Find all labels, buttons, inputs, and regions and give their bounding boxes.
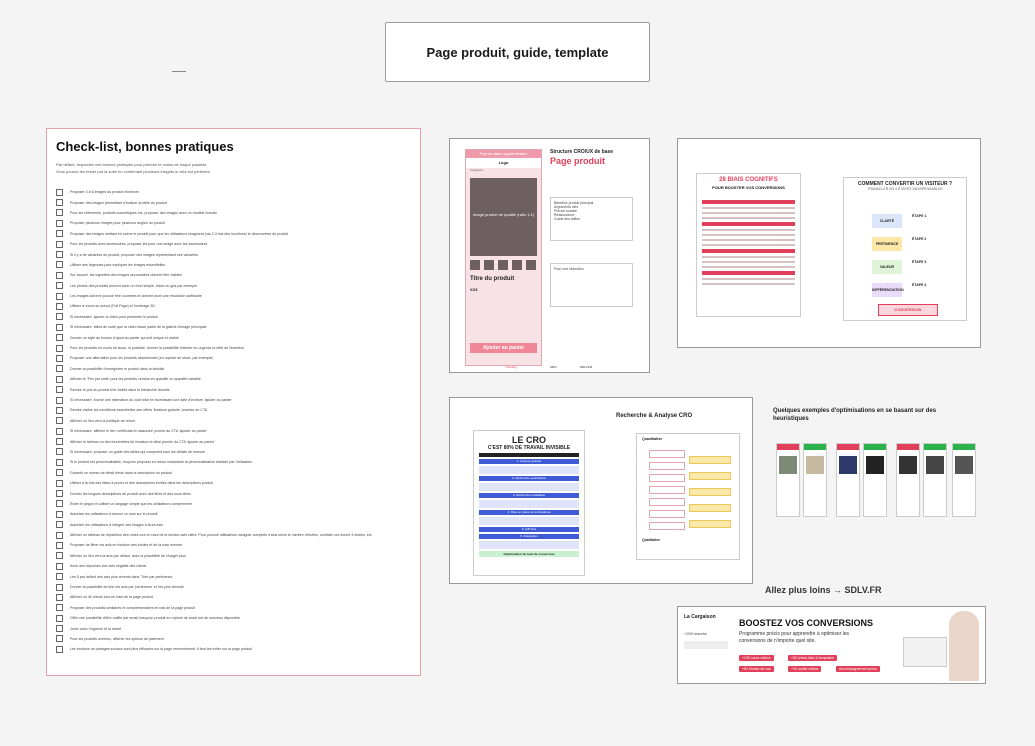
cognitive-bias-card[interactable] [677, 138, 981, 348]
checkbox[interactable] [56, 542, 63, 549]
checklist-item-label: Proposer plusieurs images pour plusieurs angles du produit [70, 221, 165, 226]
checkbox[interactable] [56, 386, 63, 393]
text-line [702, 278, 795, 280]
checklist-item[interactable] [56, 582, 411, 592]
checklist-item[interactable] [56, 520, 411, 530]
examples-screenshots[interactable] [776, 443, 976, 521]
checkbox[interactable] [56, 365, 63, 372]
checklist-item[interactable] [56, 405, 411, 415]
examples-title: Quelques exemples d'optimisations en se basant sur des heuristiques [773, 408, 937, 422]
cro-detail [479, 500, 579, 508]
checkbox[interactable] [56, 428, 63, 435]
checklist-item-label: Si le produit est personnalisable, toujours proposer en retour instantané la personnalisation réalisée par l'utilisateur [70, 460, 253, 465]
checklist-item-label: Jouer avec l'urgence et la rareté [70, 626, 122, 631]
checklist-item-label: Afficher le 'Prix par unité' pour les produits vendus en quantité ou quantité variable [70, 377, 201, 382]
example-tag [924, 444, 946, 450]
text-line [702, 229, 795, 231]
checklist-item[interactable] [56, 571, 411, 581]
checklist-item-label: Afficher un lien vers la politique de retour [70, 418, 136, 423]
biais-title [700, 177, 797, 197]
research-item [649, 498, 685, 506]
checklist-item-label: Proposer des images permettant d'évaluer la taille du produit [70, 200, 167, 205]
bullet: Guide des tailles [554, 217, 580, 221]
checkbox[interactable] [56, 397, 63, 404]
biais-title-line2: POUR BOOSTER VOS CONVERSIONS [712, 185, 785, 190]
text-line [702, 244, 795, 246]
promo-pill: +30 check-lists & templates [788, 655, 837, 661]
checklist-item[interactable] [56, 239, 411, 249]
text-line [702, 217, 795, 219]
example-tag [897, 444, 919, 450]
checklist-item-label: Proposer des produits similaires et complémentaires en bas de la page produit [70, 605, 196, 610]
example-image [866, 456, 884, 474]
checklist-item-label: Pour les vêtements, produits cosmétiques etc, proposer des images avec un modèle humain [70, 210, 218, 215]
conversion-badge: CONVERSION [878, 304, 938, 316]
checklist-item[interactable] [56, 353, 411, 363]
checklist-item[interactable] [56, 395, 411, 405]
checklist-item-label: Les 5 par défaut des avis plus récents dans 'Trier par pertinence' [70, 574, 173, 579]
checklist-item[interactable] [56, 499, 411, 509]
text-line [702, 256, 795, 258]
cro-phase: 6. Intégration [479, 534, 579, 539]
checklist-item[interactable] [56, 623, 411, 633]
cro-phase: 4. Mise en place de la Roadmap [479, 510, 579, 515]
text-line [702, 261, 795, 263]
text-line [702, 239, 795, 241]
thumbnail [526, 260, 536, 270]
checklist-item-label: Afficher le tableau ou des fourchettes de livraison et délai proche du CTA 'ajouter au panier' [70, 439, 216, 444]
cro-black-bar [479, 453, 579, 457]
cro-phase: 3. Recherche qualitative [479, 493, 579, 498]
checklist-item-label: Proposer des images mettant en scène le produit pour que les utilisateurs imaginent (via 2-3 fois des fonctions) le découvertes du produit [70, 231, 289, 236]
example-screenshot [803, 443, 827, 517]
checklist-item-label: Proposer 4 à 6 images du produit minimum [70, 190, 139, 195]
cro-card[interactable] [449, 397, 753, 584]
promo-pill: Accompagnement perso [836, 666, 880, 672]
footer-right: SDLV.FR [580, 365, 593, 369]
research-output [689, 488, 731, 496]
cro-phase: 5. A/B Test [479, 527, 579, 532]
checklist-item[interactable] [56, 561, 411, 571]
checklist-item[interactable] [56, 540, 411, 550]
checklist-item[interactable] [56, 603, 411, 613]
checkbox[interactable] [56, 459, 63, 466]
checklist-title: Check-list, bonnes pratiques [56, 139, 234, 154]
research-output [689, 520, 731, 528]
value-prop-banner: Prop de valeur supplémentaire [466, 150, 541, 158]
checklist-item-label: Donner les longues descriptions de produit avec des titres et des sous-titres [70, 491, 191, 496]
checklist-item-label: Si nécessaire, fournir une estimation du coût total en fournissant une date d'écriture 'ajouter au panier' [70, 398, 233, 402]
checklist-item[interactable] [56, 634, 411, 644]
research-item [649, 510, 685, 518]
checklist-item-label: Donner la possibilité d'enregistrer le produit dans la wishlist [70, 366, 165, 371]
checklist-item[interactable] [56, 260, 411, 270]
checklist-item-label: Autoriser les utilisateurs à donner un avis sur le produit [70, 512, 158, 517]
checklist-item-label: Les boutons de partages sociaux sont plus efficaces sur la page remerciement. Il faut les éviter sur la page produit [70, 647, 252, 652]
step-clarte: CLARTÉ [872, 214, 902, 228]
promo-pill: +40 audits vidéos [788, 666, 821, 672]
checkbox[interactable] [56, 615, 63, 622]
checkbox[interactable] [56, 511, 63, 518]
example-image [779, 456, 797, 474]
checklist-item[interactable] [56, 384, 411, 394]
checklist-item-label: Utiliser à la fois des listes à puces et des descriptions écrites dans les descriptions produit [70, 481, 214, 486]
example-screenshot [952, 443, 976, 517]
cro-phase: 2. Recherche quantitative [479, 476, 579, 481]
biais-title-line1: 28 BIAIS COGNITIFS [719, 177, 778, 183]
checklist-item[interactable] [56, 229, 411, 239]
biais-document [696, 173, 801, 317]
checklist-item-label: Pour les produits avec accessoires, proposer les pour une image avec les accessoires [70, 242, 208, 247]
checklist-item[interactable] [56, 426, 411, 436]
footer-mid: CRO [550, 365, 557, 369]
allez-plus-loin-link[interactable]: Allez plus loins → SDLV.FR [765, 585, 882, 595]
bullet: Réassurance [554, 213, 575, 217]
checkbox[interactable] [56, 438, 63, 445]
checkbox[interactable] [56, 646, 63, 653]
checklist-item[interactable] [56, 281, 411, 291]
product-price: XX€ [470, 287, 478, 292]
checkbox[interactable] [56, 220, 63, 227]
checkbox[interactable] [56, 345, 63, 352]
checkbox[interactable] [56, 407, 63, 414]
checklist-item-label: Si nécessaire, afficher le lien 'certificats et rassurant' proche du CTA 'ajouter au panier' [70, 429, 208, 434]
example-image [955, 456, 973, 474]
checkbox[interactable] [56, 635, 63, 642]
checklist-item-label: Proposer de filtrer les avis en fonction des étoiles et de la note donnée [70, 543, 183, 548]
qualitative-label: Qualitative [642, 538, 660, 542]
step-valeur: VALEUR [872, 260, 902, 274]
checklist-item[interactable] [56, 447, 411, 457]
section-bar [702, 222, 795, 226]
promo-pill: +50 études de cas [739, 666, 774, 672]
page-title: Page produit, guide, template [385, 22, 650, 82]
checkbox[interactable] [56, 573, 63, 580]
checklist-item[interactable] [56, 416, 411, 426]
checkbox[interactable] [56, 241, 63, 248]
checklist-item[interactable] [56, 187, 411, 197]
checkbox[interactable] [56, 594, 63, 601]
checkbox[interactable] [56, 376, 63, 383]
checklist-item-label: Les images doivent pouvoir être zoomées et doivent avoir une résolution suffisante [70, 294, 202, 299]
checklist-card [46, 128, 421, 676]
checklist-item-label: Afficher un tableau de répartition des notes tout en haut de la section avis client. Pour pouvoir utilisateurs naviguer complets d'avis selon le nombre d'étoiles, combien ont donné 4 étoiles, etc. [70, 533, 373, 538]
bullet: Bénéfice produit principal [554, 201, 594, 205]
checklist-item[interactable] [56, 291, 411, 301]
checkbox[interactable] [56, 324, 63, 331]
thumbnail-row [470, 260, 536, 270]
checklist-items [56, 187, 411, 655]
checklist-item-label: Garantir un niveau de détail élevé dans la description du produit [70, 470, 172, 475]
research-item [649, 462, 685, 470]
example-screenshot [896, 443, 920, 517]
checkbox[interactable] [56, 334, 63, 341]
checkbox[interactable] [56, 480, 63, 487]
bullet: Preuve sociale [554, 209, 577, 213]
checkbox[interactable] [56, 355, 63, 362]
cro-document [473, 430, 585, 576]
example-screenshot [836, 443, 860, 517]
research-document [636, 433, 740, 560]
research-title: Recherche & Analyse CRO [616, 413, 693, 419]
promo-count: +200 inscrits [684, 631, 707, 636]
reduction-box [550, 263, 633, 307]
promo-pill: +100 cours vidéos [739, 655, 774, 661]
checklist-item[interactable] [56, 364, 411, 374]
thumbnail [470, 260, 480, 270]
thumbnail [498, 260, 508, 270]
checkbox[interactable] [56, 251, 63, 258]
checkbox[interactable] [56, 521, 63, 528]
reduction-title: Pour une réduction [554, 267, 584, 271]
checkbox[interactable] [56, 448, 63, 455]
checklist-item[interactable] [56, 592, 411, 602]
research-item [649, 450, 685, 458]
cro-detail [479, 517, 579, 525]
checkbox[interactable] [56, 490, 63, 497]
example-tag [837, 444, 859, 450]
avatars-row [684, 641, 728, 649]
checklist-item-label: Proposer une alternative pour les produits abandonnés (en rupture de stock, par exemple) [70, 356, 214, 361]
checkbox[interactable] [56, 417, 63, 424]
step-label: ÉTAPE 4 [912, 283, 927, 287]
checklist-item[interactable] [56, 488, 411, 498]
extra-notes [550, 327, 631, 355]
cro-phase: 1. Analyse globale [479, 459, 579, 464]
cro-detail [479, 483, 579, 491]
checklist-item-label: Utiliser le zoom au survol (Full Page) et l'ombrage 3D [70, 304, 155, 309]
checklist-item[interactable] [56, 218, 411, 228]
checkbox[interactable] [56, 469, 63, 476]
text-line [702, 207, 795, 209]
checkbox[interactable] [56, 563, 63, 570]
research-output [689, 472, 731, 480]
logo-bar: Logo [466, 158, 541, 168]
promo-screenshot [903, 637, 947, 667]
checklist-item[interactable] [56, 332, 411, 342]
checklist-item[interactable] [56, 270, 411, 280]
checklist-intro-2: Vous pouvez les tester par la suite en confirmant plusieurs insights si cela est pertinent. [56, 169, 211, 174]
text-line [702, 266, 795, 268]
bullet: Arguments clés [554, 205, 579, 209]
checklist-item-label: Afficher un lien vers la avis par défaut, avec la possibilité de charger plus [70, 553, 186, 558]
checkbox[interactable] [56, 532, 63, 539]
checklist-item[interactable] [56, 343, 411, 353]
cro-title: LE CRO [511, 435, 546, 445]
section-bar [702, 200, 795, 204]
product-image-placeholder: Image produit de qualité (ratio 1:1) [470, 178, 537, 256]
checkbox[interactable] [56, 209, 63, 216]
cro-detail [479, 466, 579, 474]
step-differenciation: DIFFÉRENCIATION [872, 283, 902, 297]
checklist-item[interactable] [56, 644, 411, 654]
checkbox[interactable] [56, 230, 63, 237]
checklist-item-label: Avoir des réponses aux avis négatifs des clients [70, 564, 147, 569]
step-label: ÉTAPE 3 [912, 260, 927, 264]
promo-subtitle: Programme précis pour apprendre à optimiser les conversions de n'importe quel site. [739, 631, 850, 644]
checkbox[interactable] [56, 282, 63, 289]
step-pertinence: PERTINENCE [872, 237, 902, 251]
promo-headline: BOOSTEZ VOS CONVERSIONS [739, 618, 874, 628]
checklist-item-label: Si il y a de variantes du produit, proposer des images représentant ces variantes [70, 252, 199, 257]
footer-left: Trending [505, 365, 517, 369]
thumbnail [512, 260, 522, 270]
checkbox[interactable] [56, 272, 63, 279]
checklist-item[interactable] [56, 530, 411, 540]
checkbox[interactable] [56, 199, 63, 206]
example-screenshot [923, 443, 947, 517]
checkbox[interactable] [56, 261, 63, 268]
thumbnail [484, 260, 494, 270]
research-item [649, 522, 685, 530]
checklist-item-label: Donner la possibilité de trier les avis par 'pertinence' et 'les plus récents' [70, 585, 185, 590]
checklist-item[interactable] [56, 322, 411, 332]
quantitative-label: Quantitative [642, 437, 663, 441]
checklist-item-label: Donner un style au bouton d'ajout au panier qui soit unique et visible [70, 335, 179, 340]
example-image [839, 456, 857, 474]
section-bar [702, 249, 795, 253]
checklist-item[interactable] [56, 478, 411, 488]
convert-subtitle: TRAVAILLER EN 4 ÉTAPES INDISPENSABLES [867, 187, 943, 191]
step-label: ÉTAPE 2 [912, 237, 927, 241]
text-line [702, 283, 795, 285]
cro-optimisation: Optimisation du taux de conversion [479, 551, 579, 557]
example-image [806, 456, 824, 474]
checkbox[interactable] [56, 552, 63, 559]
checkbox[interactable] [56, 625, 63, 632]
research-output [689, 504, 731, 512]
checklist-item[interactable] [56, 249, 411, 259]
checklist-item-label: Autoriser les utilisateurs à intégrer des images à leurs avis [70, 522, 163, 527]
promo-logo: La Cargaison [684, 614, 716, 620]
checkbox[interactable] [56, 313, 63, 320]
phone-mockup [465, 149, 542, 366]
checkbox[interactable] [56, 303, 63, 310]
checklist-item[interactable] [56, 301, 411, 311]
checklist-item-label: Rendre visible les conditions essentielles des offres 'livraison gratuite' proches du CTA [70, 408, 208, 413]
checklist-item-label: Sur accueil, les vignettes des images secondaires doivent être visibles [70, 273, 183, 278]
example-screenshot [863, 443, 887, 517]
template-heading: Structure CRO/UX de base [550, 149, 614, 155]
checklist-item-label: Éviter le jargon et utiliser un langage simple que les utilisateurs comprennent [70, 501, 193, 506]
checklist-item-label: Afficher un lié d'avoir tout en haut de la page produit [70, 595, 153, 600]
checklist-item-label: Si nécessaire, ajouter la vidéo pour présenter le produit [70, 314, 159, 319]
example-screenshot [776, 443, 800, 517]
checklist-item[interactable] [56, 468, 411, 478]
section-bar [702, 271, 795, 275]
example-image [926, 456, 944, 474]
checklist-item-label: Offrir une possibilité d'être notifié par email lorsqu'un produit en rupture de stock est de nouveau disponible [70, 616, 240, 621]
example-tag [864, 444, 886, 450]
checklist-item[interactable] [56, 436, 411, 446]
research-item [649, 474, 685, 482]
cro-subtitle: C'EST 80% DE TRAVAIL INVISIBLE [487, 445, 571, 451]
research-output [689, 456, 731, 464]
checklist-item[interactable] [56, 208, 411, 218]
research-item [649, 486, 685, 494]
example-tag [804, 444, 826, 450]
text-line [702, 212, 795, 214]
product-page-template-card[interactable] [449, 138, 650, 373]
bullets-box [550, 197, 633, 241]
checklist-item-label: Rendre le prix du produit très visible dans la hiérarchie visuelle [70, 387, 170, 392]
promo-banner[interactable] [677, 606, 986, 684]
template-heading-big: Page produit [550, 156, 606, 166]
checklist-item[interactable] [56, 509, 411, 519]
divider [172, 71, 186, 72]
checklist-item[interactable] [56, 197, 411, 207]
checklist-item-label: Si nécessaire, proposer un guide des tailles qui comprend tous les détails de mesure [70, 449, 206, 454]
checkbox[interactable] [56, 604, 63, 611]
checklist-item-label: Si nécessaire, faites de sorte que la vidéo fasse partie de la galerie d'image principale [70, 325, 207, 330]
checklist-item[interactable] [56, 613, 411, 623]
checklist-item-label: Utiliser des légendes pour expliquer les images essentielles [70, 262, 166, 267]
checkbox[interactable] [56, 293, 63, 300]
cro-detail [479, 541, 579, 549]
checklist-item[interactable] [56, 312, 411, 322]
checkbox[interactable] [56, 189, 63, 196]
convert-title: COMMENT CONVERTIR UN VISITEUR ? [857, 181, 953, 187]
example-tag [953, 444, 975, 450]
text-line [702, 234, 795, 236]
checklist-item[interactable] [56, 457, 411, 467]
checklist-item-label: Pour les produits en cours de stock, si possible, donner la possibilité d'alerter en urgence la rélié de l'insertion [70, 346, 245, 351]
example-image [899, 456, 917, 474]
example-tag [777, 444, 799, 450]
checklist-item-label: Pour les produits onéreux, afficher les options de paiement [70, 636, 164, 641]
product-title: Titre du produit [470, 276, 515, 282]
step-label: ÉTAPE 1 [912, 214, 927, 218]
convert-document [843, 177, 967, 321]
breadcrumb: Catégorie [470, 168, 484, 172]
checklist-item-label: Les photos des produits doivent avoir un fond simple, blanc ou gris par exemple [70, 283, 198, 288]
checklist-item[interactable] [56, 374, 411, 384]
checklist-intro-1: Par défaut, respectez ces bonnes pratiques pour prendre le moins de risque possible. [56, 162, 208, 167]
presenter-avatar [949, 611, 979, 681]
checklist-item[interactable] [56, 551, 411, 561]
checkbox[interactable] [56, 584, 63, 591]
checkbox[interactable] [56, 500, 63, 507]
add-to-cart-button: Ajouter au panier [470, 343, 537, 353]
